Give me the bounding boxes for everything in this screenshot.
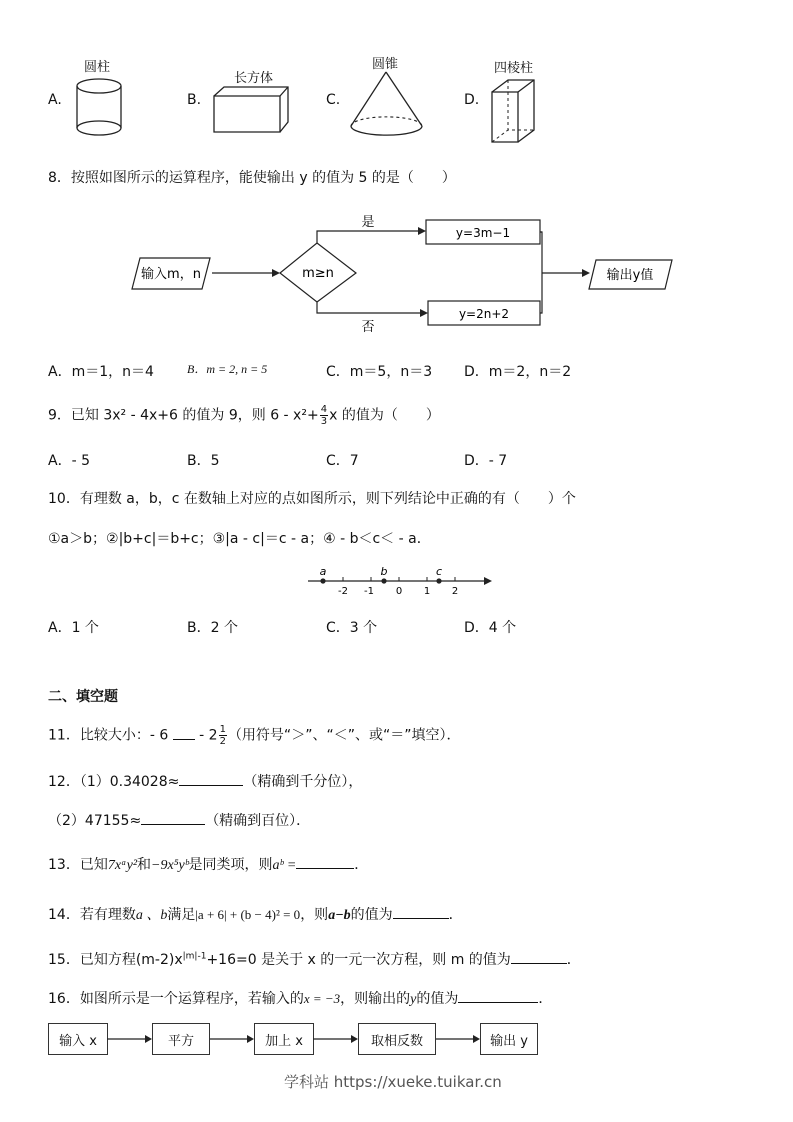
cone-figure [346,70,428,140]
q9-suffix: x 的值为（ ） [329,407,440,424]
q14-question [48,904,463,924]
q13-suffix: ． [354,857,369,873]
q13-middle: 是同类项，则 [188,857,273,873]
q12-line1 [48,771,362,791]
q16-suffix: 的值为 [416,991,459,1007]
q10-option-d: D．4 个 [464,620,517,636]
q14-prefix: 14．若有理数 [48,907,136,923]
q14-cond-label: 满足 [167,907,196,923]
q11-frac-den: 2 [219,736,226,747]
q13-and: 和 [137,857,152,873]
prism-label: 四棱柱 [494,61,534,76]
q14-end: ． [448,907,463,923]
q14-middle: ，则 [300,907,329,923]
q8-question: 8．按照如图所示的运算程序，能使输出 y 的值为 5 的是（ ） [48,170,456,186]
q11-blank[interactable] [173,725,195,740]
cylinder-figure [72,76,128,140]
point-a [320,565,327,584]
q9-option-d: D．- 7 [464,453,508,469]
option-letter: D. [464,92,480,108]
q9-option-a: A．- 5 [48,453,90,469]
q16-prefix: 16．如图所示是一个运算程序，若输入的 [48,991,304,1007]
q12-line1-prefix: 12．（1）0.34028≈ [48,774,180,790]
q11-fraction [219,724,227,747]
q8-option-b: B．m = 2, n = 5 [187,362,268,376]
q9-fraction [320,404,328,427]
q15-text: 15．已知方程(m-2)x [48,952,183,968]
tick-label: -1 [364,586,374,597]
q16-question [48,988,552,1008]
q16-flow-add-x: 加上 x [254,1023,314,1055]
q13-term2: −9x⁵yᵇ [151,858,189,873]
q10-numberline [300,562,500,602]
q13-expr: aᵇ = [272,858,297,873]
point-b [381,565,388,584]
footer-watermark: 学科站 https://xueke.tuikar.cn [284,1073,502,1091]
flow-yes-label: 是 [361,215,375,230]
cuboid-label: 长方体 [234,71,274,86]
q10-statements: ①a＞b；②|b+c|＝b+c；③|a - c|＝c - a；④ - b＜c＜ - a． [48,531,431,547]
q11-prefix: 11．比较大小：- 6 [48,727,169,744]
q11-frac-num: 1 [219,724,226,735]
q13-prefix: 13．已知 [48,857,108,873]
tick-label: 1 [423,586,431,597]
q7-option-a [48,92,62,108]
section-title: 二、填空题 [48,689,118,705]
option-letter: B. [187,92,202,108]
q7-option-c [326,92,340,108]
q13-term1: 7xᵃy² [107,858,138,873]
q15-exponent: |m|-1 [182,951,207,962]
q10-option-a: A．1 个 [48,620,99,636]
q10-option-b: B．2 个 [187,620,238,636]
q9-prefix: 9．已知 3x² - 4x+6 的值为 9，则 6 - x²+ [48,407,319,424]
q12-blank-1[interactable] [179,771,243,786]
q11-suffix: （用符号“＞”、“＜”、或“＝”填空）． [227,727,461,744]
q10-option-c: C．3 个 [326,620,378,636]
tick-2 [452,577,458,597]
q16-flow-square: 平方 [152,1023,210,1055]
tick-0 [396,577,402,597]
q7-option-d [464,92,479,108]
q9-frac-num: 4 [320,404,328,415]
tick-label: 2 [451,586,459,597]
flow-no-formula: y=2n+2 [458,307,510,321]
q12-line1-suffix: （精确到千分位）， [243,774,363,790]
q8-flowchart [120,205,680,335]
tick-m2 [338,577,348,597]
q15-text2: +16=0 是关于 x 的一元一次方程，则 m 的值为 [206,952,511,968]
q16-end: ． [538,991,553,1007]
q16-var: y [410,992,417,1007]
point-c-label: c [435,565,443,578]
cone-label: 圆锥 [372,57,399,72]
tick-m1 [364,577,374,597]
option-letter: A. [48,92,62,108]
q9-option-b: B．5 [187,453,220,469]
q14-expr: a−b [328,908,351,923]
q13-question [48,854,368,874]
point-a-label: a [319,565,327,578]
prism-figure [486,76,542,146]
q14-suffix: 的值为 [350,907,393,923]
q16-condition: x = −3 [303,991,341,1006]
q15-end: ． [566,952,581,968]
q16-flow-arrows [0,1030,560,1050]
flow-input-label: 输入m，n [141,267,201,282]
q8-option-d: D．m＝2，n＝2 [464,364,572,380]
cuboid-figure [210,84,290,136]
q11-middle: - 2 [199,727,218,744]
flow-no-label: 否 [361,320,375,335]
q14-vars: a 、b [135,908,168,923]
flow-condition-label: m≥n [302,266,334,281]
q13-blank[interactable] [296,854,354,869]
flow-yes-formula: y=3m−1 [455,226,511,240]
q16-flow-negate: 取相反数 [358,1023,436,1055]
q9-frac-den: 3 [320,416,328,427]
point-c [436,565,442,584]
q16-middle: ，则输出的 [340,991,411,1007]
q14-condition: |a + 6| + (b − 4)² = 0 [195,907,301,922]
q15-blank[interactable] [511,949,567,964]
tick-label: -2 [338,586,348,597]
q8-option-c: C．m＝5，n＝3 [326,364,433,380]
q12-line2-suffix: （精确到百位）． [205,813,311,829]
q8-option-a: A．m＝1，n＝4 [48,364,154,380]
q16-flow-output: 输出 y [480,1023,538,1055]
q12-blank-2[interactable] [141,810,205,825]
q12-line2-prefix: （2）47155≈ [48,813,142,829]
q10-question: 10．有理数 a，b，c 在数轴上对应的点如图所示，则下列结论中正确的有（ ）个 [48,491,576,507]
q16-blank[interactable] [458,988,538,1003]
q9-question [48,404,440,427]
q7-option-b [187,92,201,108]
q9-option-c: C．7 [326,453,359,469]
tick-label: 0 [395,586,403,597]
q14-blank[interactable] [393,904,449,919]
point-b-label: b [380,565,388,578]
flow-output-label: 输出y值 [606,268,654,283]
q12-line2 [48,810,310,830]
q15-question [48,949,581,969]
cylinder-label: 圆柱 [84,60,111,75]
q11-question [48,724,460,747]
tick-1 [424,577,430,597]
q16-flow-input: 输入 x [48,1023,108,1055]
option-letter: C. [326,92,341,108]
